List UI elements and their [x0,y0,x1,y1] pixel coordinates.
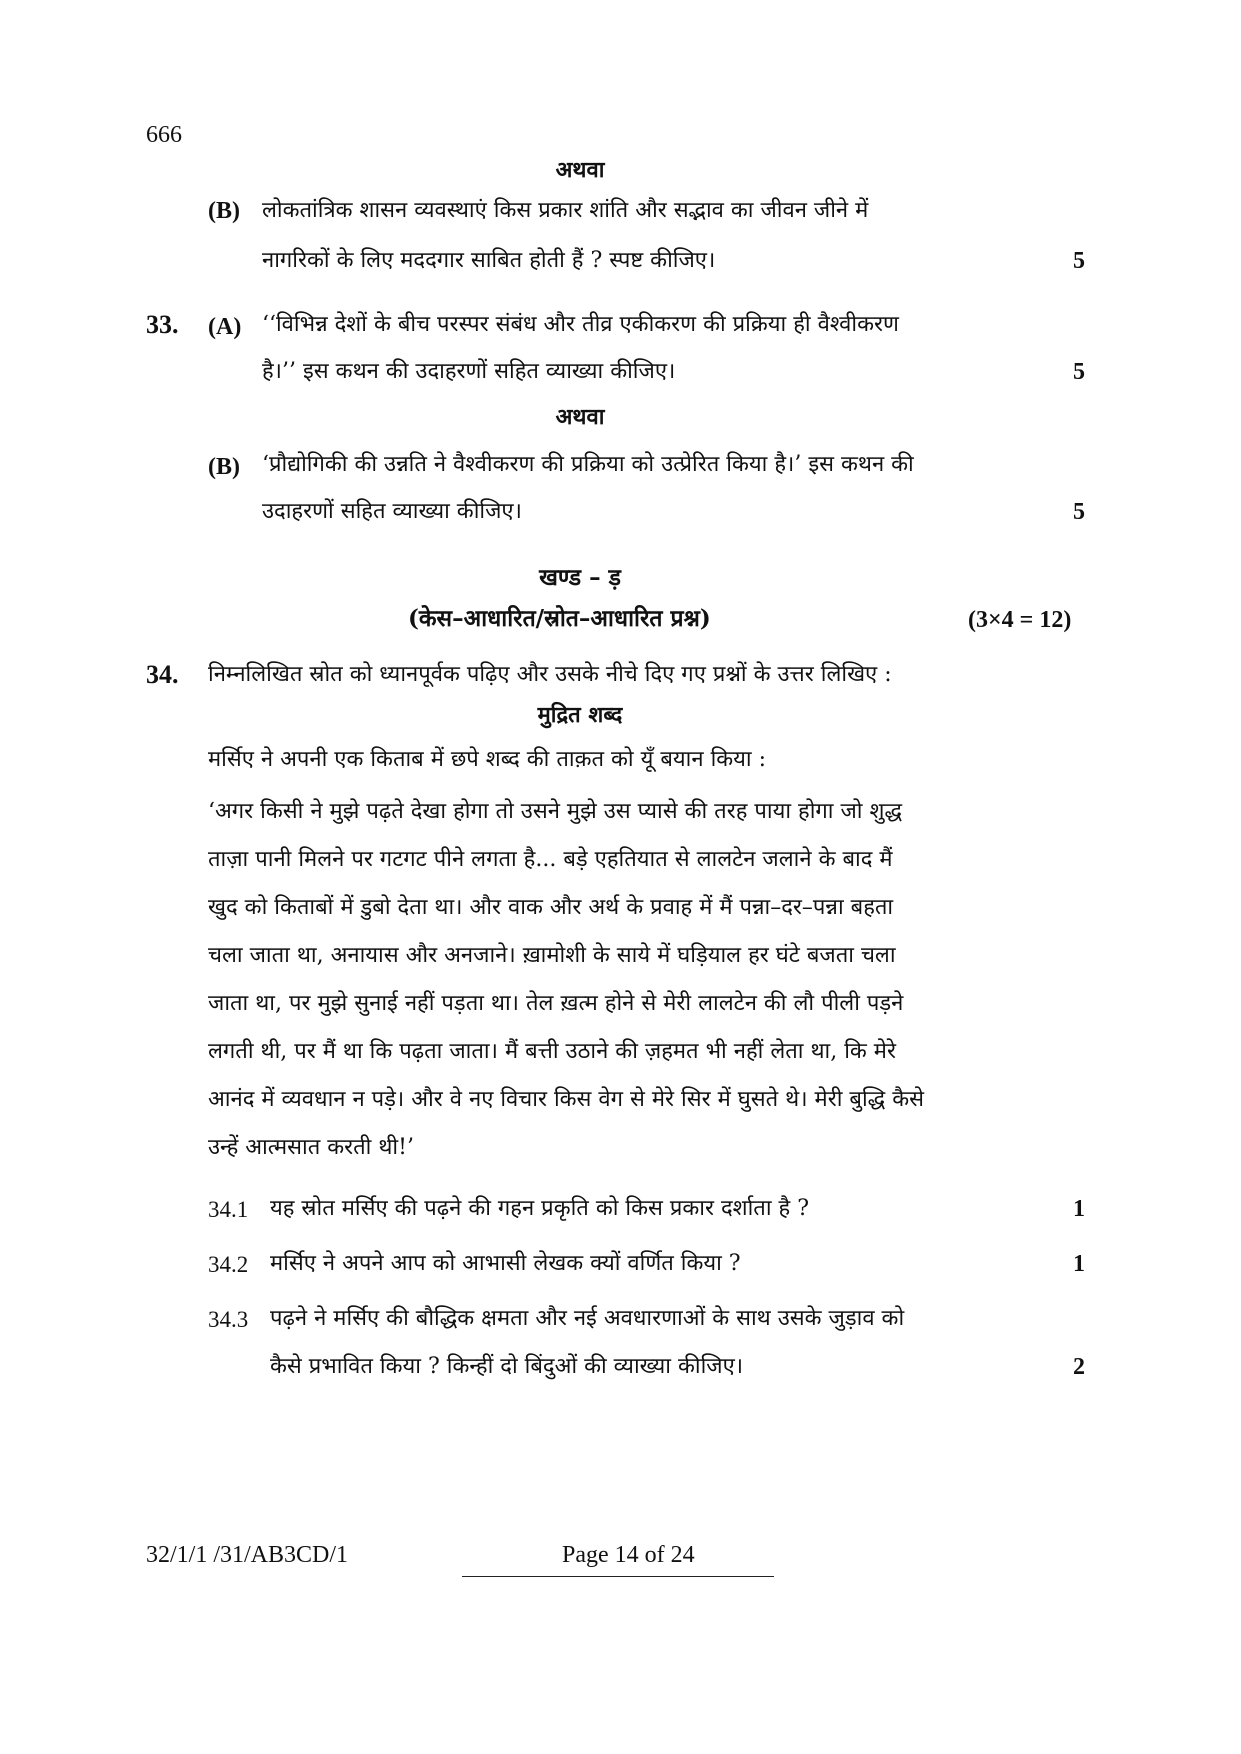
q33-b-marks: 5 [1073,499,1085,525]
q33-a-label: (A) [208,314,242,340]
subq-marks: 1 [1073,1251,1085,1277]
subq-text: पढ़ने ने मर्सिए की बौद्धिक क्षमता और नई अवधारणाओं के साथ उसके जुड़ाव को [270,1306,905,1331]
or-label-33: अथवा [555,404,605,430]
subq-marks: 2 [1073,1354,1085,1380]
footer-paper-code: 32/1/1 /31/AB3CD/1 [146,1542,349,1568]
page-top-number: 666 [146,122,182,148]
q34-number: 34. [146,660,179,689]
subq-text: कैसे प्रभावित किया ? किन्हीं दो बिंदुओं की व्याख्या कीजिए। [270,1354,744,1379]
q32-b-line2: नागरिकों के लिए मददगार साबित होती हैं ? स्पष्ट कीजिए। [262,248,716,273]
passage-line: ताज़ा पानी मिलने पर गटगट पीने लगता है... बड़े एहतियात से लालटेन जलाने के बाद मैं [208,847,893,872]
source-passage [208,788,1088,1172]
section-title: खण्ड – ड़ [539,564,621,591]
subq-number: 34.1 [208,1197,249,1222]
q32-b-marks: 5 [1073,248,1085,274]
subq-number: 34.3 [208,1307,249,1332]
q32-b-label: (B) [208,198,240,224]
q33-b-label: (B) [208,454,240,480]
source-intro: मर्सिए ने अपनी एक किताब में छपे शब्द की ताक़त को यूँ बयान किया : [208,747,767,772]
passage-line: उन्हें आत्मसात करती थी!’ [208,1135,414,1160]
passage-line: चला जाता था, अनायास और अनजाने। ख़ामोशी के साये में घड़ियाल हर घंटे बजता चला [208,943,896,968]
section-marks: (3×4 = 12) [968,607,1072,633]
passage-line: आनंद में व्यवधान न पड़े। और वे नए विचार किस वेग से मेरे सिर में घुसते थे। मेरी बुद्धि कैसे [208,1087,924,1112]
passage-line: खुद को किताबों में डुबो देता था। और वाक और अर्थ के प्रवाह में मैं पन्ना–दर–पन्ना बहता [208,895,894,920]
q33-a-marks: 5 [1073,359,1085,385]
q33-number: 33. [146,310,179,339]
or-label-32: अथवा [555,157,605,183]
q34-instruction: निम्नलिखित स्रोत को ध्यानपूर्वक पढ़िए और उसके नीचे दिए गए प्रश्नों के उत्तर लिखिए : [208,662,892,687]
q33-b-line1: ‘प्रौद्योगिकी की उन्नति ने वैश्वीकरण की प्रक्रिया को उत्प्रेरित किया है।’ इस कथन की [262,452,914,477]
passage-line: जाता था, पर मुझे सुनाई नहीं पड़ता था। तेल ख़त्म होने से मेरी लालटेन की लौ पीली पड़ने [208,991,904,1016]
section-subtitle: (केस–आधारित/स्रोत–आधारित प्रश्न) [408,605,711,632]
q33-a-line1: ‘‘विभिन्न देशों के बीच परस्पर संबंध और तीव्र एकीकरण की प्रक्रिया ही वैश्वीकरण [262,312,899,337]
subq-number: 34.2 [208,1252,249,1277]
q32-b-line1: लोकतांत्रिक शासन व्यवस्थाएं किस प्रकार शांति और सद्भाव का जीवन जीने में [262,198,869,223]
subq-text: यह स्रोत मर्सिए की पढ़ने की गहन प्रकृति को किस प्रकार दर्शाता है ? [270,1196,810,1221]
footer-page-number: Page 14 of 24 [562,1542,695,1568]
q33-a-line2: है।’’ इस कथन की उदाहरणों सहित व्याख्या कीजिए। [262,359,676,384]
subq-marks: 1 [1073,1196,1085,1222]
passage-line: ‘अगर किसी ने मुझे पढ़ते देखा होगा तो उसने मुझे उस प्यासे की तरह पाया होगा जो शुद्ध [208,799,903,824]
subq-text: मर्सिए ने अपने आप को आभासी लेखक क्यों वर्णित किया ? [270,1251,741,1276]
source-title: मुद्रित शब्द [537,702,623,728]
footer-rule [462,1576,774,1577]
q33-b-line2: उदाहरणों सहित व्याख्या कीजिए। [262,499,522,524]
passage-line: लगती थी, पर मैं था कि पढ़ता जाता। मैं बत्ती उठाने की ज़हमत भी नहीं लेता था, कि मेरे [208,1039,896,1064]
